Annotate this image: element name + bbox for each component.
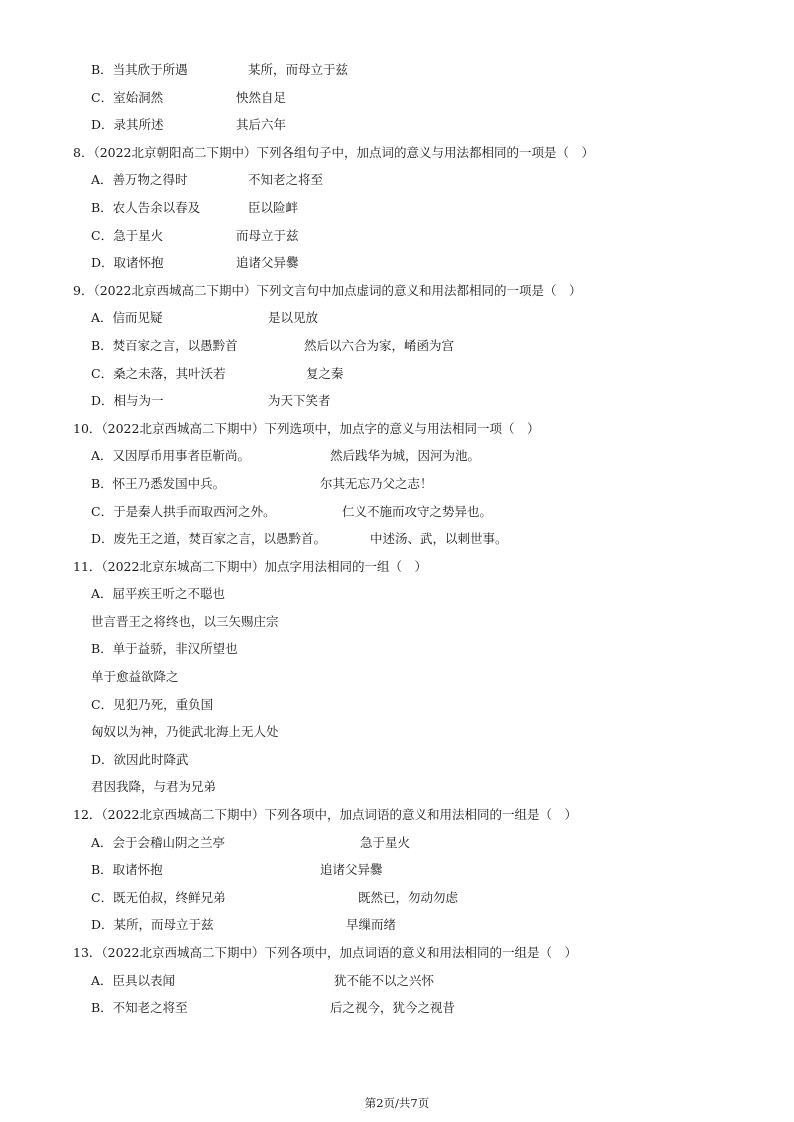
option-compare-text: 然后践华为城，因河为池。 xyxy=(330,448,481,464)
option-line xyxy=(0,222,794,250)
option-line xyxy=(0,691,794,719)
line-text: C．室始洞然 xyxy=(91,89,164,105)
line-text: B．焚百家之言，以愚黔首 xyxy=(91,337,238,353)
option-line xyxy=(0,746,794,774)
option-line xyxy=(0,111,794,139)
option-compare-text: 而母立于兹 xyxy=(236,227,299,243)
option-line xyxy=(0,166,794,194)
line-text: 君因我降，与君为兄弟 xyxy=(91,779,217,795)
option-compare-text: 追诸父异爨 xyxy=(320,862,383,878)
option-line xyxy=(0,387,794,415)
line-text: A．会于会稽山阴之兰亭 xyxy=(91,834,226,850)
line-text: D．相与为一 xyxy=(91,393,164,409)
line-text: A．又因厚币用事者臣靳尚。 xyxy=(91,448,251,464)
line-text: D．废先王之道，焚百家之言，以愚黔首。 xyxy=(91,531,327,547)
option-compare-text: 仁义不施而攻守之势异也。 xyxy=(342,503,493,519)
line-text: A．善万物之得时 xyxy=(91,172,188,188)
line-text: 11．（2022北京东城高二下期中）加点字用法相同的一组（ ） xyxy=(73,558,427,574)
line-text: A．臣具以表闻 xyxy=(91,972,176,988)
option-line xyxy=(0,249,794,277)
option-line xyxy=(0,442,794,470)
line-text: B．怀王乃悉发国中兵。 xyxy=(91,475,226,491)
option-compare-text: 复之秦 xyxy=(306,365,344,381)
option-line xyxy=(0,84,794,112)
line-text: 匈奴以为神，乃徙武北海上无人处 xyxy=(91,724,279,740)
option-line xyxy=(0,994,794,1022)
option-line xyxy=(0,304,794,332)
line-text: B．农人告余以春及 xyxy=(91,199,201,215)
option-subline xyxy=(0,773,794,801)
line-text: D．取诸怀抱 xyxy=(91,255,164,271)
option-line xyxy=(0,525,794,553)
line-text: 13．（2022北京西城高二下期中）下列各项中，加点词语的意义和用法相同的一组是（ ） xyxy=(73,945,577,960)
page-footer: 第2页/共7页 xyxy=(364,1096,430,1110)
option-line xyxy=(0,635,794,663)
option-line xyxy=(0,56,794,84)
question-line xyxy=(0,415,794,443)
line-text: A．信而见疑 xyxy=(91,310,163,326)
document-body xyxy=(0,56,794,1022)
option-compare-text: 急于星火 xyxy=(360,834,411,850)
option-compare-text: 怏然自足 xyxy=(236,89,287,105)
option-compare-text: 犹不能不以之兴怀 xyxy=(334,972,435,988)
option-subline xyxy=(0,608,794,636)
option-compare-text: 追诸父异爨 xyxy=(236,255,299,271)
option-line xyxy=(0,470,794,498)
option-line xyxy=(0,967,794,995)
option-compare-text: 既然已，勿动勿虑 xyxy=(358,889,459,905)
option-line xyxy=(0,194,794,222)
option-line xyxy=(0,911,794,939)
line-text: B．取诸怀抱 xyxy=(91,862,163,878)
line-text: D．某所，而母立于兹 xyxy=(91,917,214,933)
question-line xyxy=(0,801,794,829)
option-line xyxy=(0,360,794,388)
option-compare-text: 尔其无忘乃父之志！ xyxy=(320,475,433,491)
option-compare-text: 其后六年 xyxy=(236,117,287,133)
option-compare-text: 臣以险衅 xyxy=(248,199,299,215)
line-text: C．见犯乃死，重负国 xyxy=(91,696,214,712)
option-line xyxy=(0,498,794,526)
line-text: C．既无伯叔，终鲜兄弟 xyxy=(91,889,226,905)
option-compare-text: 某所，而母立于兹 xyxy=(248,62,349,77)
line-text: 10．（2022北京西城高二下期中）下列选项中，加点字的意义与用法相同一项（ ） xyxy=(73,420,540,436)
option-subline xyxy=(0,663,794,691)
option-line xyxy=(0,884,794,912)
line-text: B．不知老之将至 xyxy=(91,1000,188,1016)
line-text: B．单于益骄，非汉所望也 xyxy=(91,641,238,657)
question-line xyxy=(0,553,794,581)
option-compare-text: 中述汤、武，以刺世事。 xyxy=(370,531,508,547)
option-line xyxy=(0,856,794,884)
option-compare-text: 然后以六合为家，崤函为宫 xyxy=(304,337,455,353)
line-text: C．于是秦人拱手而取西河之外。 xyxy=(91,503,276,519)
option-line xyxy=(0,829,794,857)
line-text: B．当其欣于所遇 xyxy=(91,62,188,77)
option-compare-text: 早缫而绪 xyxy=(346,917,397,933)
option-line xyxy=(0,580,794,608)
option-line xyxy=(0,332,794,360)
option-compare-text: 为天下笑者 xyxy=(268,393,331,409)
line-text: D．欲因此时降武 xyxy=(91,751,189,767)
line-text: C．急于星火 xyxy=(91,227,164,243)
line-text: 9．（2022北京西城高二下期中）下列文言句中加点虚词的意义和用法都相同的一项是（ ） xyxy=(73,282,582,298)
option-subline xyxy=(0,718,794,746)
line-text: 世言晋王之将终也，以三矢赐庄宗 xyxy=(91,613,279,629)
line-text: 单于愈益欲降之 xyxy=(91,669,179,685)
question-line xyxy=(0,939,794,967)
question-line xyxy=(0,139,794,167)
line-text: C．桑之未落，其叶沃若 xyxy=(91,365,226,381)
line-text: D．录其所述 xyxy=(91,117,164,133)
line-text: 8．（2022北京朝阳高二下期中）下列各组句子中，加点词的意义与用法都相同的一项是（ ） xyxy=(73,144,595,160)
option-compare-text: 不知老之将至 xyxy=(248,172,324,188)
line-text: A．屈平疾王听之不聪也 xyxy=(91,586,226,602)
option-compare-text: 是以见放 xyxy=(268,310,319,326)
option-compare-text: 后之视今，犹今之视昔 xyxy=(330,1000,456,1016)
line-text: 12．（2022北京西城高二下期中）下列各项中，加点词语的意义和用法相同的一组是（ ） xyxy=(73,807,577,823)
question-line xyxy=(0,277,794,305)
